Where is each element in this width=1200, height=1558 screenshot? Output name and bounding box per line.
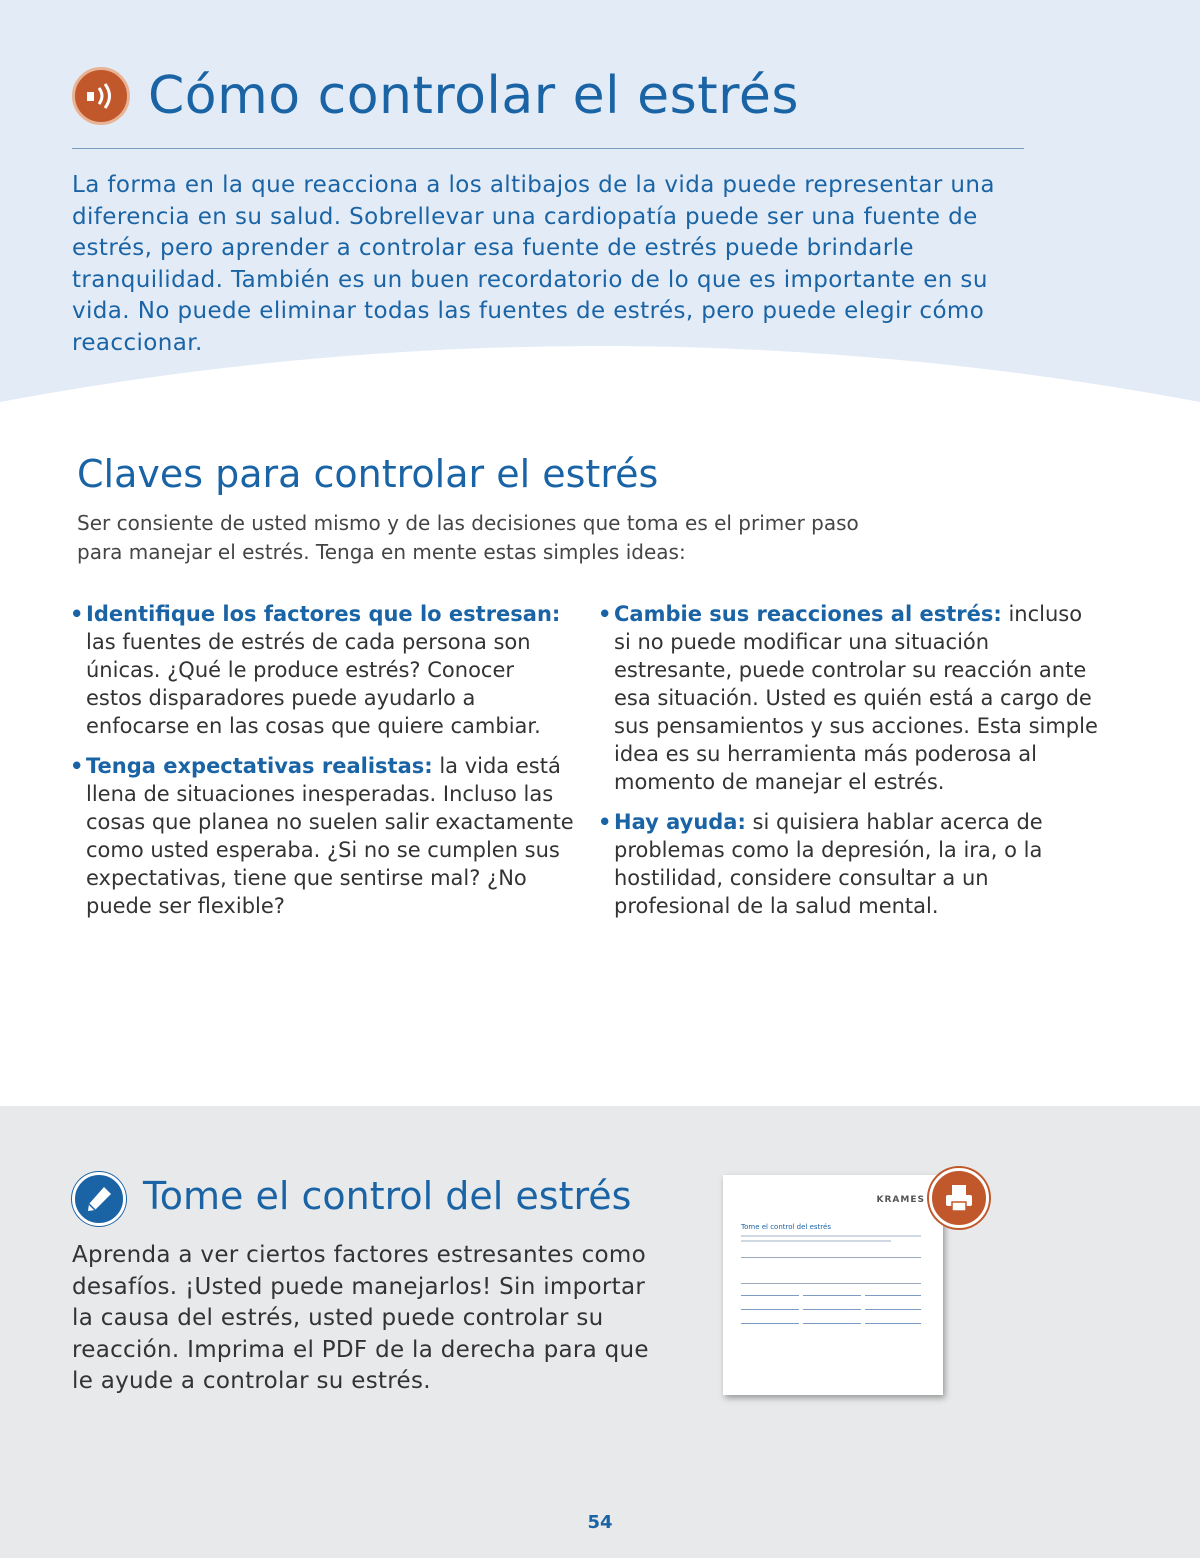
pdf-form-lines xyxy=(741,1235,931,1335)
bullet-lead: Cambie sus reacciones al estrés: xyxy=(614,602,1002,626)
printer-icon[interactable] xyxy=(929,1168,989,1228)
audio-icon[interactable] xyxy=(72,67,130,125)
keys-section-title: Claves para controlar el estrés xyxy=(77,452,659,496)
bullet-text: las fuentes de estrés de cada persona son únicas. ¿Qué le produce estrés? Conocer estos disparadores puede ayudarlo a enfocarse en las cosas que quiere cambiar. xyxy=(86,630,541,738)
bullet-dot: • xyxy=(598,602,612,626)
bullet-text: la vida está llena de situaciones inesperadas. Incluso las cosas que planea no suelen salir exactamente como usted esperaba. ¿Si no se cumplen sus expectativas, tiene que sentirse mal? ¿No puede ser flexible? xyxy=(86,754,574,918)
page-number: 54 xyxy=(587,1512,613,1533)
bullet-realistic-expectations xyxy=(70,752,575,920)
printer-glyph-icon xyxy=(943,1182,975,1214)
title-row xyxy=(72,66,799,126)
bullet-column-left xyxy=(70,600,575,932)
intro-paragraph: La forma en la que reacciona a los altibajos de la vida puede representar una diferencia en su salud. Sobrellevar una cardiopatía puede ser una fuente de estrés, pero aprender a controlar esa fuente de estrés puede brindarle tranquilidad. También es un buen recordatorio de lo que es importante en su vida. No puede eliminar todas las fuentes de estrés, pero puede elegir cómo reaccionar. xyxy=(72,172,995,356)
bullet-text: si quisiera hablar acerca de problemas como la depresión, la ira, o la hostilidad, considere consultar a un profesional de la salud mental. xyxy=(614,810,1043,918)
bullet-column-right xyxy=(598,600,1103,932)
keys-section-lead: Ser consiente de usted mismo y de las decisiones que toma es el primer paso para manejar el estrés. Tenga en mente estas simples ideas: xyxy=(77,511,859,564)
title-divider xyxy=(72,148,1024,149)
bullet-change-reactions xyxy=(598,600,1103,796)
pencil-icon xyxy=(72,1172,126,1226)
bullet-lead: Hay ayuda: xyxy=(614,810,746,834)
bullet-dot: • xyxy=(598,810,612,834)
bullet-lead: Tenga expectativas realistas: xyxy=(86,754,433,778)
take-control-text: Aprenda a ver ciertos factores estresantes como desafíos. ¡Usted puede manejarlos! Sin importar la causa del estrés, usted puede controlar su reacción. Imprima el PDF de la derecha para que le ayude a controlar su estrés. xyxy=(72,1242,649,1394)
bullet-lead: Identifique los factores que lo estresan: xyxy=(86,602,561,626)
page-title: Cómo controlar el estrés xyxy=(148,66,799,126)
audio-waves-icon xyxy=(84,81,118,111)
bullet-identify-stressors xyxy=(70,600,575,740)
bullet-text: incluso si no puede modificar una situación estresante, puede controlar su reacción ante esa situación. Usted es quién está a cargo de sus pensamientos y sus acciones. Esta simple idea es su herramienta más poderosa al momento de manejar el estrés. xyxy=(614,602,1098,794)
bullet-help-available xyxy=(598,808,1103,920)
take-control-title: Tome el control del estrés xyxy=(143,1174,632,1218)
bullet-dot: • xyxy=(70,602,84,626)
bullet-dot: • xyxy=(70,754,84,778)
pdf-title: Tome el control del estrés xyxy=(741,1223,831,1231)
pdf-thumbnail[interactable] xyxy=(723,1175,943,1395)
pdf-brand: KRAMES xyxy=(876,1195,925,1205)
pencil-glyph-icon xyxy=(84,1184,114,1214)
